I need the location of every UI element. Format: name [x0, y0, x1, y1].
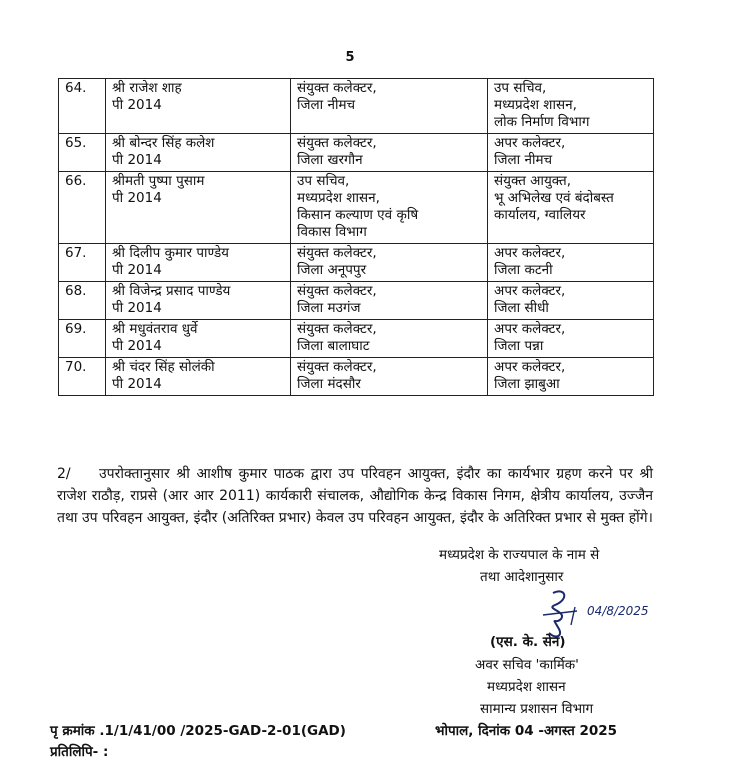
table-row — [59, 244, 654, 282]
serial-number: 66. — [59, 172, 106, 244]
place-and-date: भोपाल, दिनांक 04 -अगस्त 2025 — [435, 723, 618, 739]
order-line-2: तथा आदेशानुसार — [480, 569, 564, 585]
table-row — [59, 282, 654, 320]
table-row — [59, 320, 654, 358]
new-posting-cell-line: अपर कलेक्टर, — [494, 245, 566, 261]
new-posting-cell-line: लोक निर्माण विभाग — [494, 114, 590, 130]
officer-name-cell-line: पी 2014 — [112, 338, 162, 354]
paragraph-2 — [57, 463, 653, 529]
new-posting-cell — [488, 282, 654, 320]
page-number: 5 — [345, 50, 355, 65]
officer-name-cell — [106, 244, 291, 282]
current-posting-cell — [291, 244, 488, 282]
officer-department: सामान्य प्रशासन विभाग — [480, 701, 594, 717]
new-posting-cell-line: अपर कलेक्टर, — [494, 283, 566, 299]
current-posting-cell-line: मध्यप्रदेश शासन, — [297, 190, 380, 206]
officer-name-cell-line: श्री मधुवंतराव धुर्वे — [112, 321, 198, 337]
current-posting-cell — [291, 134, 488, 172]
new-posting-cell-line: भू अभिलेख एवं बंदोबस्त — [494, 190, 614, 206]
new-posting-cell — [488, 358, 654, 396]
new-posting-cell — [488, 320, 654, 358]
current-posting-cell-line: किसान कल्याण एवं कृषि — [297, 207, 419, 223]
new-posting-cell-line: अपर कलेक्टर, — [494, 321, 566, 337]
officer-transfer-table — [58, 78, 654, 396]
current-posting-cell-line: जिला खरगौन — [297, 152, 363, 168]
officer-name-cell-line: श्रीमती पुष्पा पुसाम — [112, 173, 205, 189]
officer-name-cell-line: श्री दिलीप कुमार पाण्डेय — [112, 245, 229, 261]
officer-name-cell — [106, 358, 291, 396]
current-posting-cell — [291, 358, 488, 396]
current-posting-cell-line: जिला नीमच — [297, 97, 356, 113]
serial-number: 64. — [59, 79, 106, 134]
current-posting-cell — [291, 172, 488, 244]
paragraph-number: 2/ — [57, 466, 71, 482]
new-posting-cell-line: जिला कटनी — [494, 262, 553, 278]
officer-name-cell-line: श्री विजेन्द्र प्रसाद पाण्डेय — [112, 283, 231, 299]
table-row — [59, 134, 654, 172]
serial-number: 70. — [59, 358, 106, 396]
officer-name-cell-line: पी 2014 — [112, 262, 162, 278]
officer-name-cell — [106, 282, 291, 320]
current-posting-cell — [291, 79, 488, 134]
copy-to-label: प्रतिलिपि- : — [50, 744, 109, 760]
current-posting-cell-line: संयुक्त कलेक्टर, — [297, 245, 377, 261]
current-posting-cell-line: संयुक्त कलेक्टर, — [297, 359, 377, 375]
officer-state: मध्यप्रदेश शासन — [487, 679, 566, 695]
new-posting-cell — [488, 79, 654, 134]
officer-name-cell-line: श्री चंदर सिंह सोलंकी — [112, 359, 215, 375]
new-posting-cell-line: कार्यालय, ग्वालियर — [494, 207, 586, 223]
current-posting-cell-line: संयुक्त कलेक्टर, — [297, 321, 377, 337]
table-row — [59, 172, 654, 244]
officer-name-cell-line: पी 2014 — [112, 152, 162, 168]
table-row — [59, 358, 654, 396]
new-posting-cell-line: संयुक्त आयुक्त, — [494, 173, 572, 189]
serial-number: 69. — [59, 320, 106, 358]
current-posting-cell-line: उप सचिव, — [297, 173, 350, 189]
officer-name-cell-line: श्री राजेश शाह — [112, 80, 182, 96]
current-posting-cell-line: जिला बालाघाट — [297, 338, 370, 354]
serial-number: 65. — [59, 134, 106, 172]
current-posting-cell-line: संयुक्त कलेक्टर, — [297, 283, 377, 299]
serial-number: 67. — [59, 244, 106, 282]
current-posting-cell-line: संयुक्त कलेक्टर, — [297, 80, 377, 96]
signature-date: 04/8/2025 — [587, 604, 649, 618]
officer-designation: अवर सचिव 'कार्मिक' — [475, 657, 579, 673]
officer-name-cell-line: पी 2014 — [112, 97, 162, 113]
new-posting-cell-line: जिला झाबुआ — [494, 376, 560, 392]
new-posting-cell-line: उप सचिव, — [494, 80, 547, 96]
new-posting-cell — [488, 172, 654, 244]
officer-name-cell — [106, 79, 291, 134]
table-row — [59, 79, 654, 134]
officer-name-cell — [106, 172, 291, 244]
new-posting-cell — [488, 134, 654, 172]
reference-number: पृ क्रमांक .1/1/41/00 /2025-GAD-2-01(GAD) — [50, 723, 346, 739]
officer-name-cell-line: श्री बोन्दर सिंह कलेश — [112, 135, 215, 151]
new-posting-cell-line: जिला सीधी — [494, 300, 549, 316]
order-line-1: मध्यप्रदेश के राज्यपाल के नाम से — [439, 547, 600, 563]
officer-name-cell — [106, 134, 291, 172]
current-posting-cell-line: जिला अनूपपुर — [297, 262, 367, 278]
new-posting-cell-line: अपर कलेक्टर, — [494, 359, 566, 375]
new-posting-cell-line: अपर कलेक्टर, — [494, 135, 566, 151]
current-posting-cell — [291, 282, 488, 320]
current-posting-cell-line: जिला मंदसौर — [297, 376, 361, 392]
officer-name-cell-line: पी 2014 — [112, 190, 162, 206]
officer-name-cell — [106, 320, 291, 358]
current-posting-cell-line: जिला मउगंज — [297, 300, 361, 316]
new-posting-cell-line: जिला पन्ना — [494, 338, 544, 354]
officer-name-cell-line: पी 2014 — [112, 300, 162, 316]
new-posting-cell-line: जिला नीमच — [494, 152, 553, 168]
officer-name-cell-line: पी 2014 — [112, 376, 162, 392]
paragraph-text: उपरोक्तानुसार श्री आशीष कुमार पाठक द्वारा उप परिवहन आयुक्त, इंदौर का कार्यभार ग्रहण करने पर श्री राजेश राठौड़, राप्रसे (आर आर 2011) कार्यकारी संचालक, औद्योगिक केन्द्र विकास निगम, क्षेत्रीय कार्यालय, उज्जैन तथा उप परिवहन आयुक्त, इंदौर (अतिरिक्त प्रभार) केवल उप परिवहन आयुक्त, इंदौर के अतिरिक्त प्रभार से मुक्त होंगे। — [57, 466, 653, 526]
new-posting-cell-line: मध्यप्रदेश शासन, — [494, 97, 577, 113]
officer-name: (एस. के. सेन) — [490, 634, 566, 650]
current-posting-cell — [291, 320, 488, 358]
current-posting-cell-line: विकास विभाग — [297, 224, 367, 240]
serial-number: 68. — [59, 282, 106, 320]
current-posting-cell-line: संयुक्त कलेक्टर, — [297, 135, 377, 151]
new-posting-cell — [488, 244, 654, 282]
